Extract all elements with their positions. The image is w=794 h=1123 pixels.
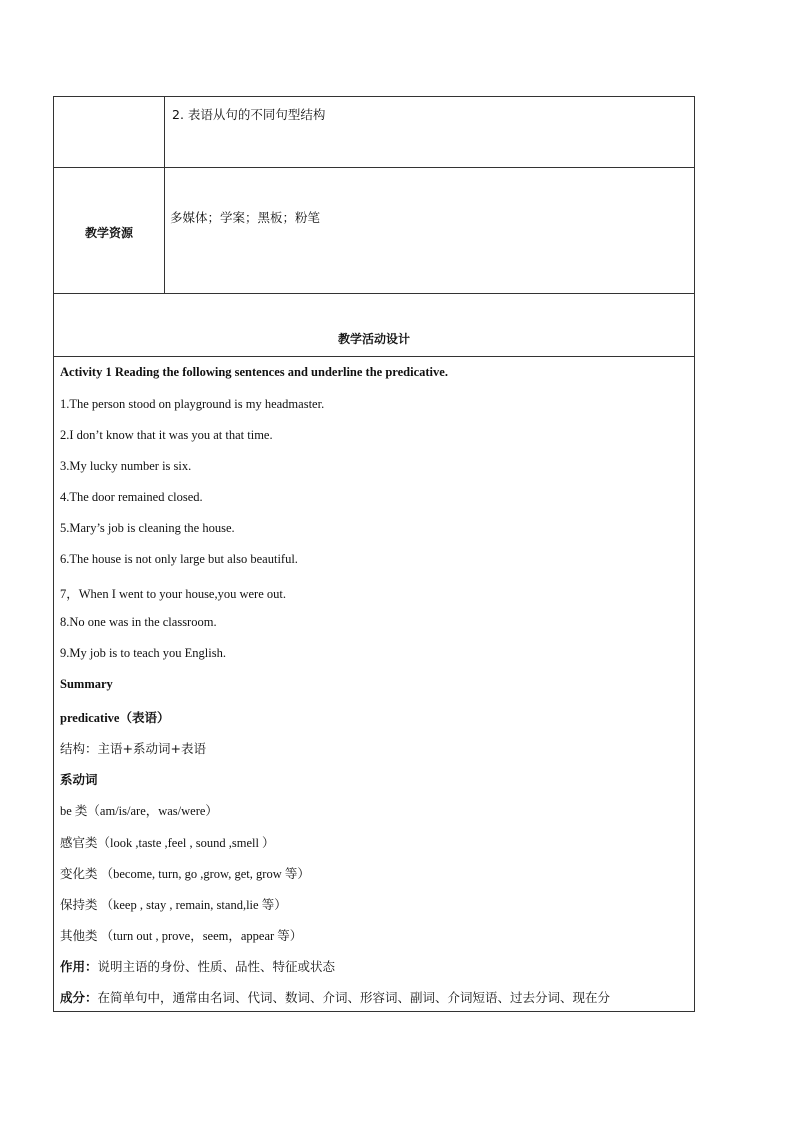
sentence-4: 4.The door remained closed. [60, 490, 203, 504]
sentence-7: 7，When I went to your house,you were out. [60, 587, 286, 601]
resources-label: 教学资源 [84, 226, 133, 240]
function-label: 作用： [60, 959, 98, 974]
column-divider [164, 97, 165, 168]
lesson-plan-table [53, 96, 695, 1012]
sentence-6: 6.The house is not only large but also beautiful. [60, 552, 298, 566]
row-resources [54, 168, 694, 294]
linking-verb-other: 其他类 （turn out , prove，seem，appear 等） [60, 929, 303, 943]
function-line [60, 957, 335, 975]
function-text: 说明主语的身份、性质、品性、特征或状态 [97, 959, 336, 974]
summary-label: Summary [60, 677, 113, 691]
sentence-1: 1.The person stood on playground is my headmaster. [60, 397, 325, 411]
sentence-5: 5.Mary’s job is cleaning the house. [60, 521, 235, 535]
sentence-3: 3.My lucky number is six. [60, 459, 192, 473]
row-design-heading [54, 294, 694, 357]
composition-text: 在简单句中，通常由名词、代词、数词、介词、形容词、副词、介词短语、过去分词、现在分 [97, 990, 611, 1005]
column-divider [164, 168, 165, 293]
linking-verb-keep: 保持类 （keep , stay , remain, stand,lie 等） [60, 898, 287, 912]
resources-text: 多媒体；学案；黑板；粉笔 [170, 210, 321, 225]
sentence-9: 9.My job is to teach you English. [60, 646, 226, 660]
structure-text: 结构：主语+系动词+表语 [60, 741, 206, 756]
linking-verb-sense: 感官类（look ,taste ,feel , sound ,smell ） [60, 836, 275, 850]
sentence-2: 2.I don’t know that it was you at that time. [60, 428, 273, 442]
linking-verb-be: be 类（am/is/are，was/were） [60, 804, 218, 818]
activity-title: Activity 1 Reading the following sentences and underline the predicative. [60, 365, 448, 379]
design-heading: 教学活动设计 [337, 332, 410, 346]
structures-text: 2. 表语从句的不同句型结构 [172, 107, 326, 122]
linking-verb-change: 变化类 （become, turn, go ,grow, get, grow 等） [60, 867, 310, 881]
linking-verbs-label: 系动词 [60, 772, 98, 787]
row-structures [54, 97, 694, 168]
composition-label: 成分： [60, 990, 98, 1005]
sentence-8: 8.No one was in the classroom. [60, 615, 217, 629]
composition-line [60, 988, 610, 1006]
predicative-label: predicative（表语） [60, 711, 170, 725]
